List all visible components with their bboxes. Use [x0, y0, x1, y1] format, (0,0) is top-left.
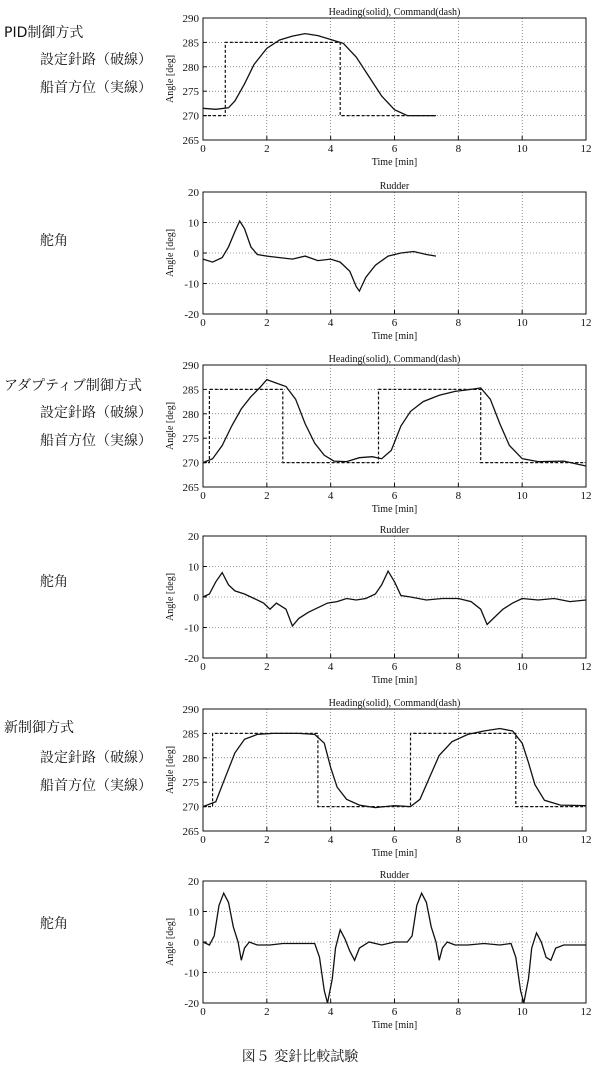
- pid-rudder-xlabel: Time [min]: [371, 331, 418, 342]
- pid-rudder-ytick-label: 20: [188, 187, 199, 199]
- adaptive-heading-ytick-label: 290: [182, 360, 199, 372]
- new-rudder-ytick-label: 10: [188, 906, 199, 919]
- pid-rudder-title: Rudder: [379, 181, 410, 192]
- new-heading-xlabel: Time [min]: [371, 848, 418, 859]
- pid-heading-xtick-label: 8: [455, 143, 462, 155]
- pid-rudder-ytick-label: -10: [184, 278, 199, 291]
- pid-heading-series-command: [203, 42, 436, 115]
- pid-heading-ytick-label: 265: [182, 135, 199, 147]
- pid-rudder-xtick-label: 12: [580, 317, 592, 329]
- pid-setcourse-label: 設定針路（破線）: [40, 52, 152, 68]
- new-heading-xtick-label: 4: [327, 834, 334, 846]
- new-rudder-ytick-label: 20: [188, 876, 199, 888]
- pid-rudder-ytick-label: -20: [184, 309, 199, 321]
- adaptive-rudder-ytick-label: 0: [193, 592, 199, 604]
- pid-rudder-series-rudder: [203, 221, 436, 291]
- pid-rudder-ytick-label: 10: [188, 217, 199, 230]
- new-rudder-xtick-label: 4: [327, 1006, 334, 1018]
- adaptive-rudder-ytick-label: -10: [184, 622, 199, 635]
- adaptive-rudder-xtick-label: 4: [327, 661, 334, 673]
- new-heading-ytick-label: 285: [182, 728, 199, 741]
- new-heading-xtick-label: 0: [200, 834, 206, 846]
- new-heading-ytick-label: 290: [182, 704, 199, 716]
- new-rudder-title: Rudder: [379, 870, 410, 881]
- adaptive-rudder-xtick-label: 10: [516, 661, 528, 673]
- pid-heading-ytick-label: 280: [182, 61, 199, 74]
- new-heading-xtick-label: 10: [516, 834, 528, 846]
- pid-heading-ytick-label: 275: [182, 86, 199, 99]
- adaptive-heading-label: 船首方位（実線）: [40, 433, 152, 449]
- new-rudder-xtick-label: 12: [580, 1006, 592, 1018]
- adaptive-rudder-ytick-label: 20: [188, 531, 199, 543]
- pid-rudder-label: 舵角: [40, 233, 68, 249]
- figure-caption: 図５ 変針比較試験: [241, 1049, 359, 1065]
- adaptive-rudder-xlabel: Time [min]: [371, 675, 418, 686]
- adaptive-heading-xtick-label: 2: [264, 490, 270, 502]
- new-rudder-xtick-label: 0: [200, 1006, 206, 1018]
- adaptive-heading-xtick-label: 8: [455, 490, 462, 502]
- new-heading-ytick-label: 280: [182, 752, 199, 765]
- pid-heading-xtick-label: 12: [580, 143, 592, 155]
- pid-rudder-ylabel: Angle [deg]: [165, 228, 176, 278]
- new-heading-xtick-label: 8: [455, 834, 462, 846]
- adaptive-heading-ytick-label: 280: [182, 408, 199, 421]
- pid-heading-series-heading: [203, 34, 436, 116]
- adaptive-heading-xtick-label: 4: [327, 490, 334, 502]
- pid-heading-label: 船首方位（実線）: [40, 80, 152, 96]
- adaptive-heading-ytick-label: 285: [182, 384, 199, 397]
- adaptive-rudder-ytick-label: 10: [188, 561, 199, 574]
- new-heading-title: Heading(solid), Command(dash): [328, 698, 461, 709]
- new-rudder-ytick-label: -10: [184, 967, 199, 980]
- adaptive-heading-ytick-label: 275: [182, 433, 199, 446]
- pid-rudder-xtick-label: 10: [516, 317, 528, 329]
- new-heading-ytick-label: 270: [182, 801, 199, 814]
- adaptive-rudder-xtick-label: 12: [580, 661, 592, 673]
- pid-heading-ytick-label: 285: [182, 37, 199, 50]
- new-method-label: 新制御方式: [4, 720, 74, 736]
- new-heading-xtick-label: 6: [391, 834, 398, 846]
- pid-rudder-ytick-label: 0: [193, 248, 199, 260]
- adaptive-rudder-xtick-label: 2: [264, 661, 270, 673]
- new-heading-ytick-label: 265: [182, 826, 199, 838]
- adaptive-rudder-xtick-label: 6: [391, 661, 398, 673]
- adaptive-rudder-label: 舵角: [40, 574, 68, 590]
- adaptive-setcourse-label: 設定針路（破線）: [40, 405, 152, 421]
- pid-rudder-xtick-label: 0: [200, 317, 206, 329]
- pid-heading-xtick-label: 6: [391, 143, 398, 155]
- new-rudder-xtick-label: 10: [516, 1006, 528, 1018]
- new-rudder-ylabel: Angle [deg]: [165, 917, 176, 967]
- new-heading-series-heading: [203, 729, 586, 808]
- adaptive-heading-xtick-label: 10: [516, 490, 528, 502]
- pid-method-label: PID制御方式: [4, 25, 84, 41]
- pid-heading-ytick-label: 270: [182, 110, 199, 123]
- adaptive-heading-xtick-label: 6: [391, 490, 398, 502]
- new-heading-ylabel: Angle [deg]: [165, 745, 176, 795]
- adaptive-rudder-title: Rudder: [379, 525, 410, 536]
- pid-heading-xlabel: Time [min]: [371, 157, 418, 168]
- adaptive-heading-title: Heading(solid), Command(dash): [328, 354, 461, 365]
- adaptive-heading-xtick-label: 12: [580, 490, 592, 502]
- pid-heading-ytick-label: 290: [182, 13, 199, 25]
- pid-heading-xtick-label: 10: [516, 143, 528, 155]
- adaptive-heading-ylabel: Angle [deg]: [165, 401, 176, 451]
- pid-rudder-xtick-label: 4: [327, 317, 334, 329]
- pid-rudder-xtick-label: 2: [264, 317, 270, 329]
- adaptive-rudder-ytick-label: -20: [184, 653, 199, 665]
- new-rudder-xtick-label: 8: [455, 1006, 462, 1018]
- new-rudder-ytick-label: -20: [184, 998, 199, 1010]
- pid-heading-xtick-label: 4: [327, 143, 334, 155]
- new-rudder-xtick-label: 2: [264, 1006, 270, 1018]
- new-rudder-xtick-label: 6: [391, 1006, 398, 1018]
- adaptive-heading-ytick-label: 270: [182, 457, 199, 470]
- pid-heading-title: Heading(solid), Command(dash): [328, 7, 461, 18]
- adaptive-method-label: アダプティブ制御方式: [4, 378, 142, 394]
- adaptive-heading-xlabel: Time [min]: [371, 504, 418, 515]
- new-rudder-ytick-label: 0: [193, 937, 199, 949]
- pid-heading-xtick-label: 2: [264, 143, 270, 155]
- adaptive-rudder-xtick-label: 0: [200, 661, 206, 673]
- new-heading-xtick-label: 2: [264, 834, 270, 846]
- adaptive-heading-xtick-label: 0: [200, 490, 206, 502]
- pid-rudder-xtick-label: 8: [455, 317, 462, 329]
- pid-heading-ylabel: Angle [deg]: [165, 54, 176, 104]
- new-heading-xtick-label: 12: [580, 834, 592, 846]
- new-heading-label: 船首方位（実線）: [40, 778, 152, 794]
- pid-rudder-xtick-label: 6: [391, 317, 398, 329]
- adaptive-rudder-ylabel: Angle [deg]: [165, 572, 176, 622]
- new-heading-ytick-label: 275: [182, 777, 199, 790]
- new-setcourse-label: 設定針路（破線）: [40, 750, 152, 766]
- adaptive-heading-ytick-label: 265: [182, 482, 199, 494]
- adaptive-rudder-xtick-label: 8: [455, 661, 462, 673]
- pid-heading-xtick-label: 0: [200, 143, 206, 155]
- new-rudder-xlabel: Time [min]: [371, 1020, 418, 1031]
- new-rudder-label: 舵角: [40, 916, 68, 932]
